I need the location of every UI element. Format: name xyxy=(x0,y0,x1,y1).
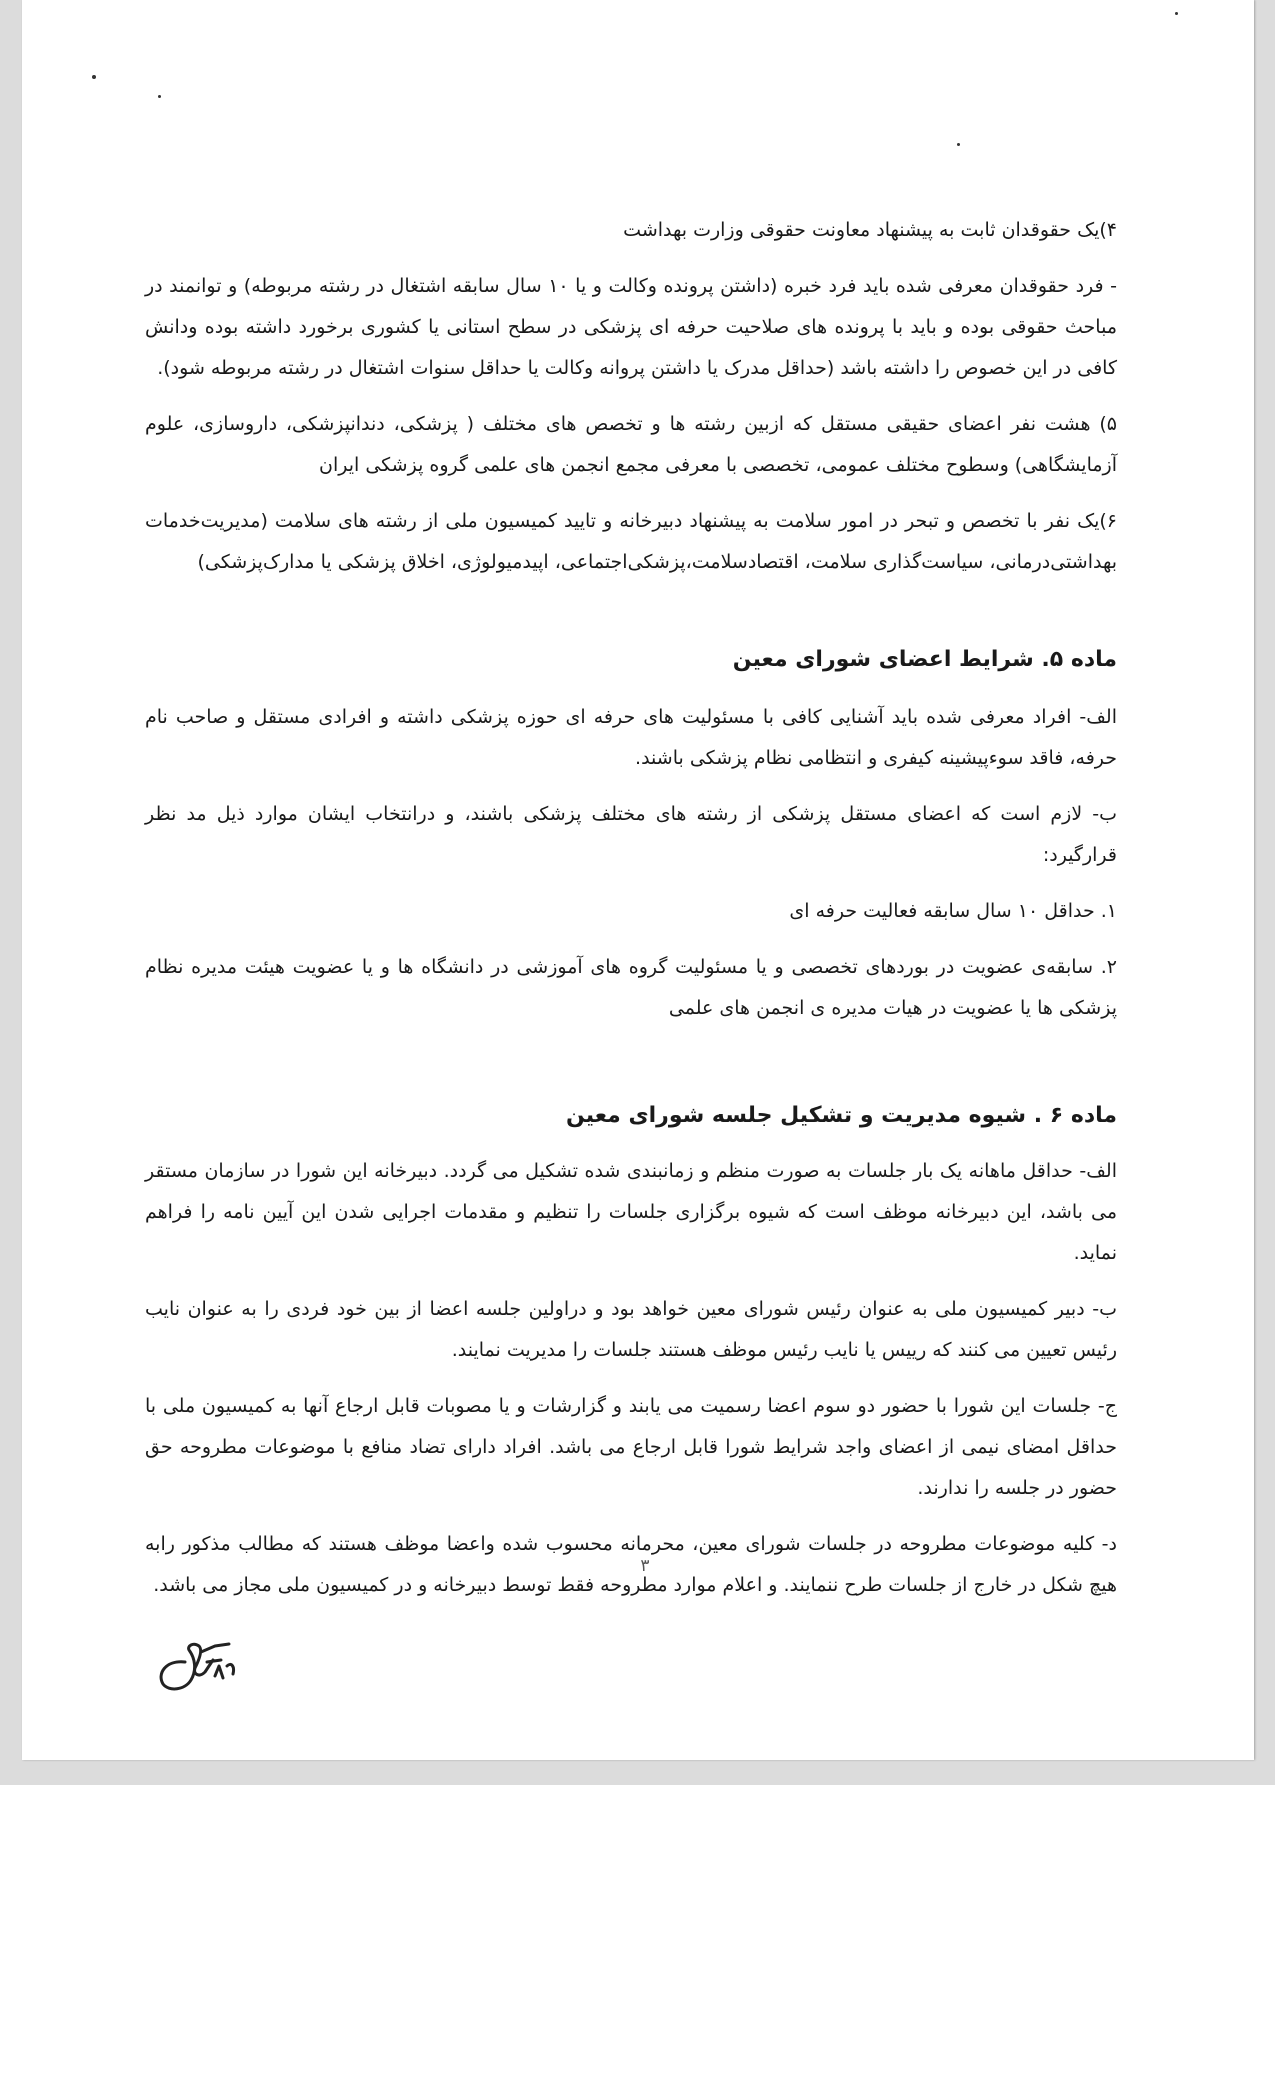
member-item-4: ۴)یک حقوقدان ثابت به پیشنهاد معاونت حقوقی وزارت بهداشت xyxy=(623,219,1117,241)
lawyer-qualification-paragraph: - فرد حقوقدان معرفی شده باید فرد خبره (داشتن پرونده وکالت و یا ۱۰ سال سابقه اشتغال در رشته مربوطه) و توانمند در مباحث حقوقی بوده و باید با پرونده های صلاحیت حرفه ای پزشکی در سطح استانی یا کشوری برخورد داشته بوده ودانش کافی در این خصوص را داشته باشد (حداقل مدرک یا داشتن پروانه وکالت یا حداقل سنوات اشتغال در رشته مربوطه شود). xyxy=(145,275,1117,379)
handwritten-signature xyxy=(155,1632,265,1692)
scan-speck xyxy=(1175,12,1178,15)
member-item-6: ۶)یک نفر با تخصص و تبحر در امور سلامت به پیشنهاد دبیرخانه و تایید کمیسیون ملی از رشته های سلامت (مدیریت‌خدمات بهداشتی‌درمانی، سیاست‌گذاری سلامت، اقتصادسلامت،پزشکی‌اجتماعی، اپیدمیولوژی، اخلاق پزشکی یا مدارک‌پزشکی) xyxy=(145,510,1117,573)
scan-speck xyxy=(92,75,96,79)
article-6-clause-dal: د- کلیه موضوعات مطروحه در جلسات شورای معین، محرمانه محسوب شده واعضا موظف هستند که مطالب مذکور رابه هیچ شکل در خارج از جلسات طرح ننمایند. و اعلام موارد مطروحه فقط توسط دبیرخانه و در کمیسیون ملی مجاز می باشد. xyxy=(145,1533,1117,1596)
scan-speck xyxy=(957,143,960,146)
document-body xyxy=(145,210,1117,1621)
scan-speck xyxy=(158,95,161,98)
article-6-clause-alef: الف- حداقل ماهانه یک بار جلسات به صورت منظم و زمانبندی شده تشکیل می گردد. دبیرخانه این شورا در سازمان مستقر می باشد، این دبیرخانه موظف است که شیوه برگزاری جلسات را تنظیم و مقدمات اجرایی شدن این آیین نامه را فراهم نماید. xyxy=(145,1160,1117,1264)
article-5-list-item-1: ۱. حداقل ۱۰ سال سابقه فعالیت حرفه ای xyxy=(789,900,1117,922)
article-5-heading: ماده ۵. شرایط اعضای شورای معین xyxy=(732,647,1117,672)
article-6-clause-jim: ج- جلسات این شورا با حضور دو سوم اعضا رسمیت می یابند و گزارشات و یا مصوبات قابل ارجاع آنها به کمیسیون ملی با حداقل امضای نیمی از اعضای واجد شرایط شورا قابل ارجاع می باشد. افراد دارای تضاد منافع با موضوعات مطروحه حق حضور در جلسه را ندارند. xyxy=(145,1395,1117,1499)
article-6-clause-be: ب- دبیر کمیسیون ملی به عنوان رئیس شورای معین خواهد بود و دراولین جلسه اعضا از بین خود فردی را به عنوان نایب رئیس تعیین می کنند که رییس یا نایب رئیس موظف هستند جلسات را مدیریت نمایند. xyxy=(145,1298,1117,1361)
article-6-heading: ماده ۶ . شیوه مدیریت و تشکیل جلسه شورای معین xyxy=(565,1103,1117,1128)
article-5-clause-be: ب- لازم است که اعضای مستقل پزشکی از رشته های مختلف پزشکی باشند، و درانتخاب ایشان موارد ذیل مد نظر قرارگیرد: xyxy=(145,803,1117,866)
page-number: ۳ xyxy=(640,1556,650,1576)
article-5-clause-alef: الف- افراد معرفی شده باید آشنایی کافی با مسئولیت های حرفه ای حوزه پزشکی داشته و افرادی مستقل و صاحب نام حرفه، فاقد سوءپیشینه کیفری و انتظامی نظام پزشکی باشند. xyxy=(145,706,1117,769)
member-item-5: ۵) هشت نفر اعضای حقیقی مستقل که ازبین رشته ها و تخصص های مختلف ( پزشکی، دندانپزشکی، داروسازی، علوم آزمایشگاهی) وسطوح مختلف عمومی، تخصصی با معرفی مجمع انجمن های علمی گروه پزشکی ایران xyxy=(145,413,1117,476)
article-5-list-item-2: ۲. سابقه‌ی عضویت در بوردهای تخصصی و یا مسئولیت گروه های آموزشی در دانشگاه ها و یا عضویت هیئت مدیره نظام پزشکی ها یا عضویت در هیات مدیره ی انجمن های علمی xyxy=(145,956,1117,1019)
